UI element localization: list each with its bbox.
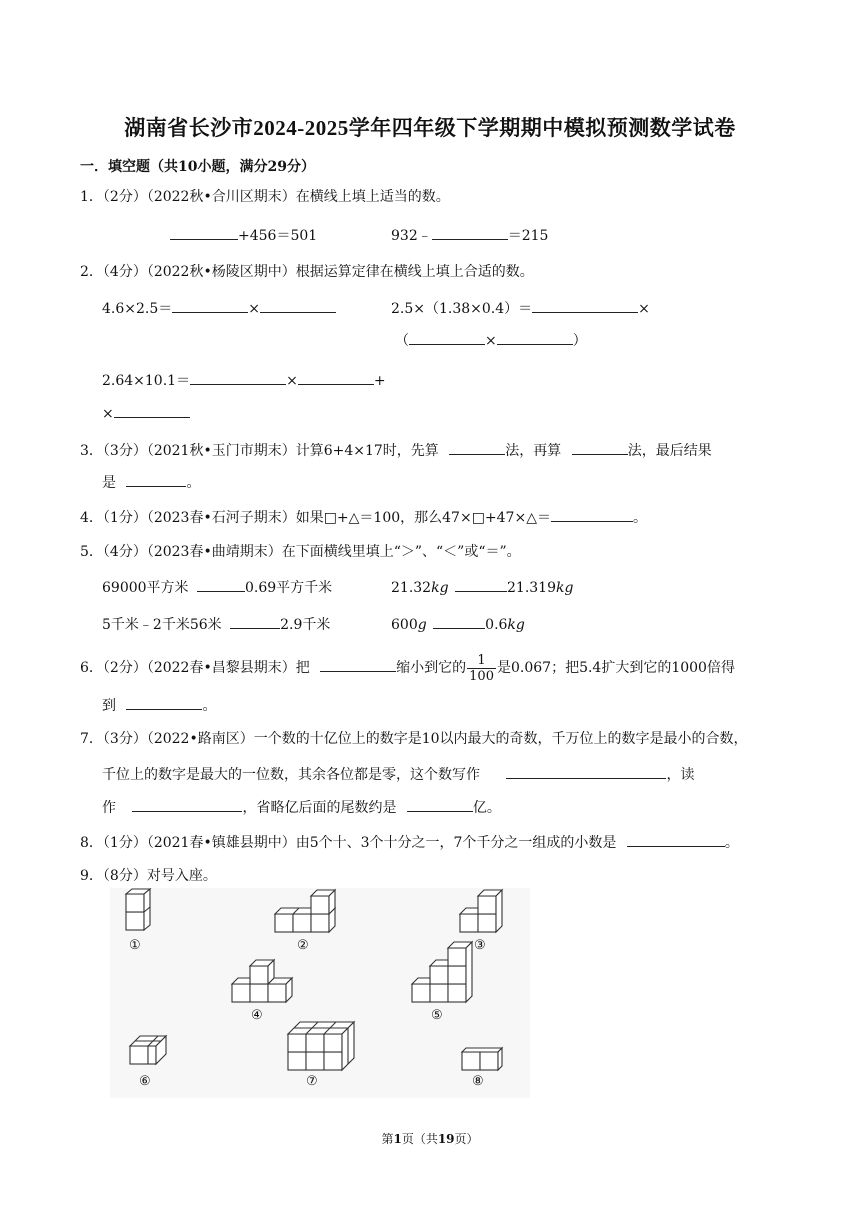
answer-blank[interactable] [572,440,628,455]
answer-blank[interactable] [260,298,336,313]
answer-blank[interactable] [449,440,505,455]
question-2-part-c: 2.64×10.1＝ × + [102,370,386,391]
answer-blank[interactable] [172,298,248,313]
cube-figure-3 [460,890,502,932]
question-1-stem: 1．（2分）（2022秋•合川区期末）在横线上填上适当的数。 [80,189,450,205]
question-2-part-b: 2.5×（1.38×0.4）＝ × [391,298,650,319]
answer-blank[interactable] [132,797,242,812]
answer-blank[interactable] [455,577,507,592]
question-6-line2: 到 。 [102,695,216,716]
figure-label-7: ⑦ [306,1074,318,1089]
question-8: 8．（1分）（2021春•镇雄县期中）由5个十、3个十分之一，7个千分之一组成的小数是 。 [80,832,739,853]
cube-figures [110,888,530,1098]
question-5-row2-a: 5千米﹣2千米56米 2.9千米 [102,614,330,635]
answer-blank[interactable] [407,797,473,812]
cube-figure-8 [462,1048,502,1070]
question-5-row1-a: 69000平方米 0.69平方千米 [102,577,332,598]
answer-blank[interactable] [126,472,186,487]
question-4: 4．（1分）（2023春•石河子期末）如果□+△＝100，那么47×□+47×△＝ 。 [80,507,647,528]
question-7-line3: 作 ，省略亿后面的尾数约是 亿。 [102,797,501,818]
cube-figure-1 [126,889,150,930]
cube-figure-4 [232,960,292,1002]
figure-label-6: ⑥ [139,1074,151,1089]
answer-blank[interactable] [298,370,374,385]
question-1-part-a: +456＝501 [170,225,317,246]
section-heading: 一．填空题（共10小题，满分29分） [80,159,315,175]
question-3-line2: 是 。 [102,472,200,493]
answer-blank[interactable] [114,403,190,418]
answer-blank[interactable] [497,330,573,345]
figure-label-4: ④ [251,1008,263,1023]
page-total: 19 [437,1132,455,1146]
answer-blank[interactable] [197,577,245,592]
cube-figure-6 [130,1036,166,1064]
question-6-line1: 6．（2分）（2022春•昌黎县期末）把 缩小到它的 $\frac{1}{100}$ 是0.067；把5.4扩大到它的1000倍得 [80,652,735,684]
question-2-part-b-cont: （ × ） [395,330,587,351]
page-number: 1 [393,1132,402,1146]
answer-blank[interactable] [409,330,485,345]
answer-blank[interactable] [532,298,638,313]
answer-blank[interactable] [433,614,485,629]
question-5-stem: 5．（4分）（2023春•曲靖期末）在下面横线里填上“＞”、“＜”或“＝”。 [80,544,521,560]
answer-blank[interactable] [320,657,396,672]
cube-figures-image [110,888,530,1098]
question-5-row1-b: 21.32kg 21.319kg [391,577,573,598]
fraction: $\frac{1}{100}$ [469,652,494,684]
figure-label-3: ③ [474,938,486,953]
question-5-row2-b: 600g 0.6kg [391,614,525,635]
question-7-line2: 千位上的数字是最大的一位数，其余各位都是零，这个数写作 ，读 [102,764,694,785]
answer-blank[interactable] [126,695,202,710]
page-title: 湖南省长沙市2024-2025学年四年级下学期期中模拟预测数学试卷 [124,116,736,140]
figure-label-1: ① [129,938,141,953]
question-1-part-b: 932﹣ ＝215 [391,225,548,246]
question-2-part-a: 4.6×2.5＝ × [102,298,336,319]
question-9-stem: 9．（8分）对号入座。 [80,868,217,884]
cube-figure-7 [288,1022,354,1070]
question-2-part-c-cont: × [102,403,190,424]
cube-figure-5 [412,942,472,1002]
answer-blank[interactable] [190,370,286,385]
answer-blank[interactable] [432,225,508,240]
answer-blank[interactable] [170,225,238,240]
answer-blank[interactable] [627,832,725,847]
answer-blank[interactable] [506,764,666,779]
figure-label-5: ⑤ [431,1008,443,1023]
question-2-stem: 2．（4分）（2022秋•杨陵区期中）根据运算定律在横线上填上合适的数。 [80,264,534,280]
figure-label-2: ② [297,938,309,953]
answer-blank[interactable] [230,614,280,629]
question-7-line1: 7．（3分）（2022•路南区）一个数的十亿位上的数字是10以内最大的奇数，千万位上的数字是最小的合数， [80,731,748,747]
page-footer: 第1页（共19页） [381,1132,479,1146]
question-3-line1: 3．（3分）（2021秋•玉门市期末）计算6+4×17时，先算 法，再算 法，最后结果 [80,440,712,461]
figure-label-8: ⑧ [472,1074,484,1089]
cube-figure-2 [275,890,335,932]
answer-blank[interactable] [551,507,633,522]
